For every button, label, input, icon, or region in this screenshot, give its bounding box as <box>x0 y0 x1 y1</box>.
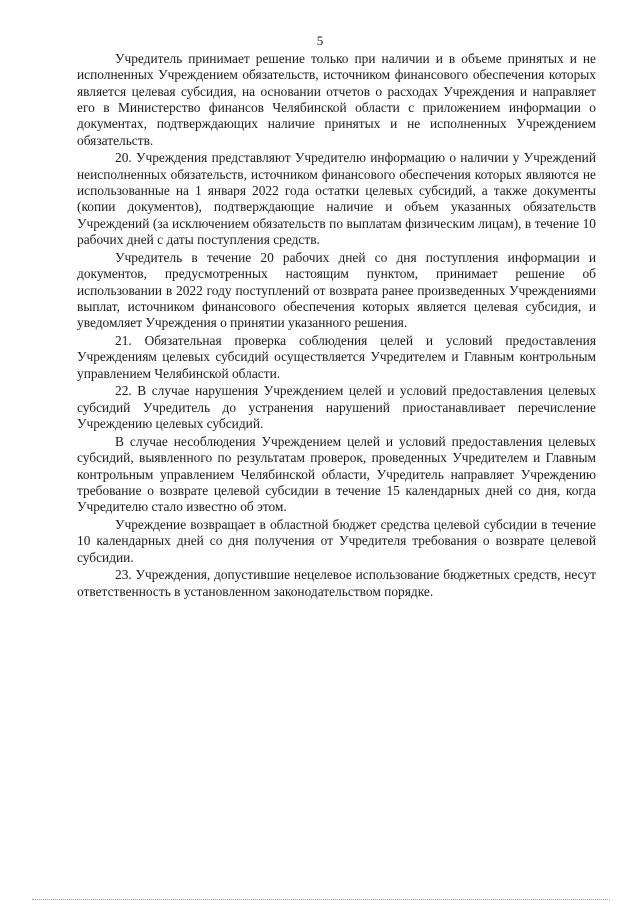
paragraph-22: 22. В случае нарушения Учреждением целей и условий предоставления целевых субсидий Учредитель до устранения нарушений приостанавливает перечисление Учреждению целевых субсидий. <box>77 383 596 432</box>
scan-edge-line <box>32 899 610 900</box>
paragraph-founder-decision: Учредитель принимает решение только при наличии и в объеме принятых и не исполненных Учреждением обязательств, источником финансового обеспечения которых является целевая субсидия, на основании отчетов о расходах Учреждения и направляет его в Министерство финансов Челябинской области с приложением информации о документах, подтверждающих наличие принятых и не исполненных Учреждением обязательств. <box>77 51 596 148</box>
paragraph-return-subsidy: Учреждение возвращает в областной бюджет средства целевой субсидии в течение 10 календарных дней со дня получения от Учредителя требования о возврате целевой субсидии. <box>77 516 596 565</box>
paragraph-21: 21. Обязательная проверка соблюдения целей и условий предоставления Учреждениям целевых субсидий осуществляется Учредителем и Главным контрольным управлением Челябинской области. <box>77 333 596 381</box>
paragraph-noncompliance: В случае несоблюдения Учреждением целей и условий предоставления целевых субсидий, выявленного по результатам проверок, проведенных Учредителем и Главным контрольным управлением Челябинской области, Учредитель направляет Учреждению требование о возврате целевой субсидии в течение 15 календарных дней со дня, когда Учредителю стало известно об этом. <box>77 433 596 515</box>
page-number: 5 <box>316 33 324 48</box>
paragraph-23: 23. Учреждения, допустившие нецелевое использование бюджетных средств, несут ответственность в установленном законодательством порядке. <box>77 567 596 599</box>
paragraph-founder-20-days: Учредитель в течение 20 рабочих дней со дня поступления информации и документов, предусмотренных настоящим пунктом, принимает решение об использовании в 2022 году поступлений от возврата ранее произведенных Учреждениями выплат, источником финансового обеспечения которых является целевая субсидия, и уведомляет Учреждения о принятии указанного решения. <box>77 249 596 331</box>
paragraph-20: 20. Учреждения представляют Учредителю информацию о наличии у Учреждений неисполненных обязательств, источником финансового обеспечения которых являются не использованные на 1 января 2022 года остатки целевых субсидий, а также документы (копии документов), подтверждающие наличие и объем указанных обязательств Учреждений (за исключением обязательств по выплатам физическим лицам), в течение 10 рабочих дней с даты поступления средств. <box>77 150 596 248</box>
document-body <box>77 51 596 601</box>
